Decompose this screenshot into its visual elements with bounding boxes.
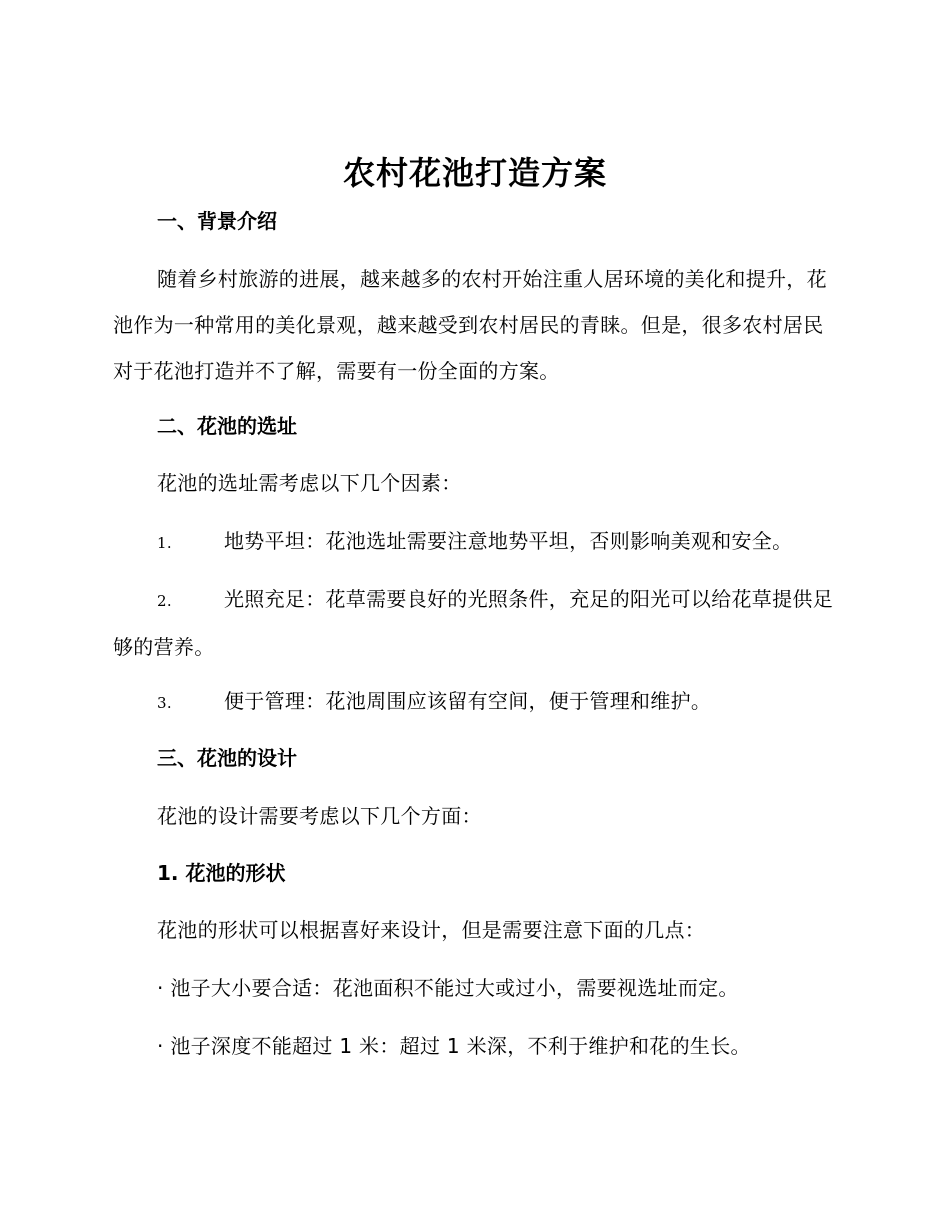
section-heading-design: 三、花池的设计 xyxy=(157,746,297,770)
list-number: 2. xyxy=(157,592,172,610)
list-number: 1. xyxy=(157,534,172,552)
section-heading-background: 一、背景介绍 xyxy=(157,209,277,233)
section-heading-site-selection: 二、花池的选址 xyxy=(157,414,297,438)
design-intro: 花池的设计需要考虑以下几个方面： xyxy=(157,804,482,828)
site-factor-item xyxy=(113,576,838,670)
list-number: 3. xyxy=(157,694,172,712)
shape-bullet-item: · 池子深度不能超过 1 米：超过 1 米深，不利于维护和花的生长。 xyxy=(157,1034,751,1058)
site-factor-item xyxy=(113,678,838,726)
background-paragraph: 随着乡村旅游的进展，越来越多的农村开始注重人居环境的美化和提升，花池作为一种常用的美化景观，越来越受到农村居民的青睐。但是，很多农村居民对于花池打造并不了解，需要有一份全面的方案。 xyxy=(113,267,827,383)
list-item-text: 地势平坦：花池选址需要注意地势平坦，否则影响美观和安全。 xyxy=(224,529,793,553)
subsection-heading-shape: 1. 花池的形状 xyxy=(157,861,286,885)
site-factor-item xyxy=(113,518,838,566)
list-item-text: 光照充足：花草需要良好的光照条件，充足的阳光可以给花草提供足够的营养。 xyxy=(113,587,833,659)
shape-bullet-item: · 池子大小要合适：花池面积不能过大或过小，需要视选址而定。 xyxy=(157,976,739,1000)
shape-intro: 花池的形状可以根据喜好来设计，但是需要注意下面的几点： xyxy=(157,918,706,942)
list-item-text: 便于管理：花池周围应该留有空间，便于管理和维护。 xyxy=(224,689,712,713)
site-selection-intro: 花池的选址需考虑以下几个因素： xyxy=(157,471,462,495)
document-title: 农村花池打造方案 xyxy=(342,154,607,192)
